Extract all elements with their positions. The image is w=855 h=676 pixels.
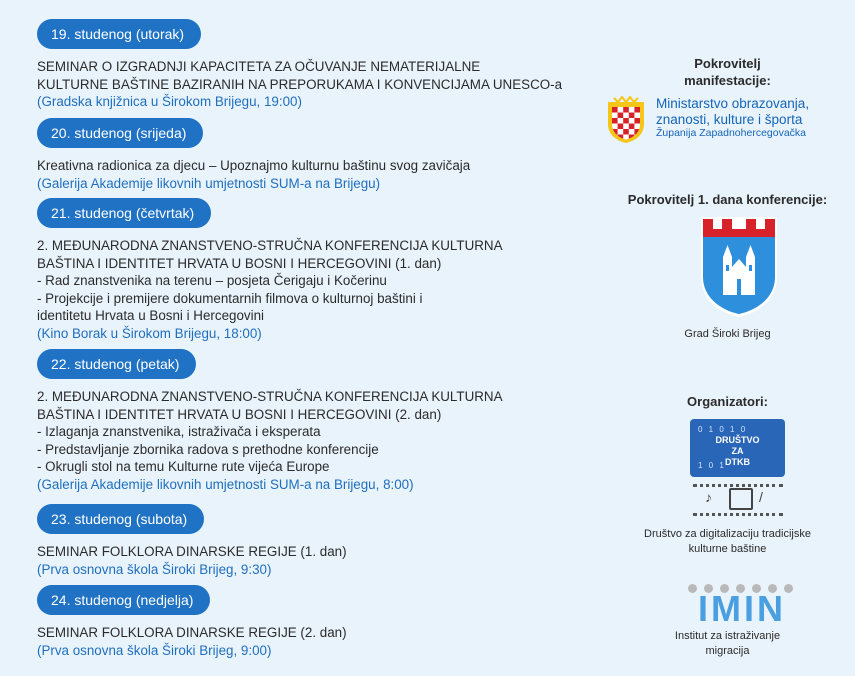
event-line: BAŠTINA I IDENTITET HRVATA U BOSNI I HERCEGOVINI (1. dan) xyxy=(37,255,442,271)
book-icon xyxy=(729,488,753,510)
binary-decoration-icon: 0 1 0 1 0 xyxy=(698,425,748,434)
date-badge: 24. studenog (nedjelja) xyxy=(37,585,210,615)
dtkb-logo: 0 1 0 1 0 1 0 1 DRUŠTVO ZA DTKB xyxy=(690,419,785,477)
siroki-brijeg-coat-of-arms-icon xyxy=(699,215,779,319)
day1-sponsor-heading: Pokrovitelj 1. dana konferencije: xyxy=(627,192,828,207)
guitar-icon: ♪ xyxy=(705,489,712,505)
organizers-heading: Organizatori: xyxy=(687,394,768,409)
schedule-day-1 xyxy=(37,19,562,111)
schedule-day-2 xyxy=(37,118,470,192)
event-line: - Izlaganja znanstvenika, istraživača i eksperata xyxy=(37,424,321,439)
event-venue: (Galerija Akademije likovnih umjetnosti SUM-a na Brijegu, 8:00) xyxy=(37,476,414,492)
event-line: - Rad znanstvenika na terenu – posjeta Čerigaju i Kočerinu xyxy=(37,273,387,288)
event-venue: (Kino Borak u Širokom Brijegu, 18:00) xyxy=(37,325,262,341)
binary-decoration-icon: 1 0 1 xyxy=(698,461,726,470)
event-line: - Predstavljanje zbornika radova s prethodne konferencije xyxy=(37,441,379,457)
event-line: KULTURNE BAŠTINE BAZIRANIH NA PREPORUKAMA I KONVENCIJAMA UNESCO-a xyxy=(37,76,563,92)
event-line: - Projekcije i premijere dokumentarnih filmova o kulturnoj baštini i xyxy=(37,290,423,306)
schedule-day-4 xyxy=(37,349,503,493)
event-venue: (Prva osnovna škola Široki Brijeg, 9:30) xyxy=(37,561,272,577)
dtkb-tradition-icons xyxy=(693,480,785,514)
schedule-day-3 xyxy=(37,198,503,342)
event-venue: (Galerija Akademije likovnih umjetnosti SUM-a na Brijegu) xyxy=(37,175,381,191)
schedule-day-6 xyxy=(37,585,347,659)
sponsor-heading: Pokrovitelj manifestacije: xyxy=(684,56,771,88)
imin-caption: Institut za istraživanje migracija xyxy=(674,630,781,657)
event-line: - Okrugli stol na temu Kulturne rute vijeća Europe xyxy=(37,459,330,474)
event-venue: (Prva osnovna škola Široki Brijeg, 9:00) xyxy=(37,642,272,658)
date-badge: 19. studenog (utorak) xyxy=(37,19,201,49)
date-badge: 21. studenog (četvrtak) xyxy=(37,198,211,228)
dtkb-caption: Društvo za digitalizaciju tradicijske kulturne baštine xyxy=(644,528,811,555)
event-line: SEMINAR FOLKLORA DINARSKE REGIJE (1. dan) xyxy=(37,544,347,559)
event-line: SEMINAR FOLKLORA DINARSKE REGIJE (2. dan) xyxy=(37,625,347,640)
imin-logo: IMIN xyxy=(698,588,786,629)
herzeg-coat-of-arms-icon xyxy=(604,96,648,144)
event-line: SEMINAR O IZGRADNJI KAPACITETA ZA OČUVANJE NEMATERIJALNE xyxy=(37,59,481,74)
brush-icon: / xyxy=(759,489,763,505)
schedule-day-5 xyxy=(37,504,347,578)
event-line: Kreativna radionica za djecu – Upoznajmo kulturnu baštinu svog zavičaja xyxy=(37,158,471,173)
event-line: identitetu Hrvata u Bosni i Hercegovini xyxy=(37,308,265,323)
date-badge: 23. studenog (subota) xyxy=(37,504,204,534)
event-line: 2. MEĐUNARODNA ZNANSTVENO-STRUČNA KONFERENCIJA KULTURNA xyxy=(37,389,503,404)
sidebar xyxy=(600,0,855,676)
event-venue: (Gradska knjižnica u Širokom Brijegu, 19:00) xyxy=(37,94,302,109)
event-line: 2. MEĐUNARODNA ZNANSTVENO-STRUČNA KONFERENCIJA KULTURNA xyxy=(37,238,503,253)
ministry-logo: Ministarstvo obrazovanja, znanosti, kulture i športa Županija Zapadnohercegovačka xyxy=(604,96,854,144)
event-line: BAŠTINA I IDENTITET HRVATA U BOSNI I HERCEGOVINI (2. dan) xyxy=(37,406,442,422)
date-badge: 20. studenog (srijeda) xyxy=(37,118,203,148)
city-caption: Grad Široki Brijeg xyxy=(684,328,771,340)
date-badge: 22. studenog (petak) xyxy=(37,349,196,379)
